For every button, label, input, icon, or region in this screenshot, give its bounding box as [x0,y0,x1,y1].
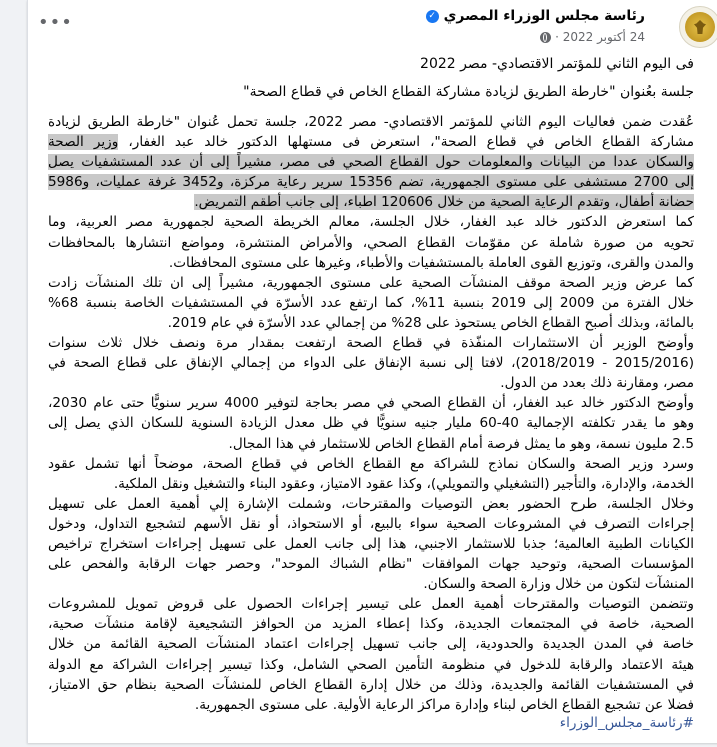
globe-icon [540,32,551,43]
selected-text: حضانة أطفال، وتقدم الرعاية الصحية من خلال 120606 اطباء، إلى جانب أطقم التمريض. [194,194,694,211]
text-line [48,273,694,293]
line-text: الخدمة، والإدارة، والتأجير (التشغيلي والتمويلي)، وكذا عقود الامتياز، وعقود البناء والتشغيل ونقل الملكية. [113,475,694,492]
text-line [48,574,694,594]
line-text: والمدن والقرى، وتوزيع القوى العاملة بالمستشفيات والأطباء، وغيرها على مستوى المحافظات. [168,254,694,271]
post-body [48,112,694,715]
line-text: كما استعرض الدكتور خالد عبد الغفار، خلال الجلسة، معالم الخريطة الصحية لجمهورية مصر العربية، وما [48,214,694,231]
post-paragraph [48,594,694,715]
text-line [48,474,694,494]
text-line [48,172,694,192]
text-line [48,695,694,715]
line-text: خلال الفترة من 2009 إلى 2019 بنسبة 11%، كما ارتفع عدد الأسرّة في المستشفيات الخاصة بنسبة 68% [48,294,694,311]
post-heading-1: فى اليوم الثاني للمؤتمر الاقتصادي- مصر 2022 [420,56,694,72]
selected-text: إلى 2700 مستشفى على مستوى الجمهورية، تضم 15356 سرير رعاية مركزة، و3452 غرفة عمليات، و5986 [48,174,694,191]
line-text: مصر، ومقارنة ذلك بعدد من الدول. [500,375,694,392]
post-paragraph [48,454,694,494]
hashtag-link[interactable]: #رئاسة_مجلس_الوزراء [559,715,694,731]
eagle-icon [694,20,706,34]
line-text: وأوضح الوزير أن الاستثمارات المنفّذة في قطاع الصحة ارتفعت بمقدار مرة ونصف خلال ثلاث سنوات [48,335,694,352]
post-meta [540,30,645,44]
post-paragraph [48,273,694,333]
text-line [48,212,694,232]
line-text: وأوضح الدكتور خالد عبد الغفار، أن القطاع الصحي في مصر بحاجة لتوفير 4000 سرير سنويًّا حتى عام 2030، [48,395,694,412]
line-text: وخلال الجلسة، طرح الحضور بعض التوصيات والمقترحات، وشملت الإشارة إلي أهمية العمل على تسهيل [48,495,694,512]
egypt-seal-logo [685,12,715,42]
text-line [48,514,694,534]
text-line [48,132,694,152]
line-text: عُقدت ضمن فعاليات اليوم الثاني للمؤتمر الاقتصادي- مصر 2022، جلسة تحمل عُنوان "خارطة الطريق لزيادة [48,114,694,130]
text-line [48,494,694,514]
text-line [48,333,694,353]
line-text: هيئة الاعتماد والرقابة للدخول في منظومة التأمين الصحي الشامل، وكذا تيسير إجراءات الشراكة مع الدولة [48,656,694,673]
line-text: كما عرض وزير الصحة موقف المنشآت الصحية على مستوى الجمهورية، مشيراً إلى ان تلك المنشآت زادت [48,274,694,291]
post-paragraph [48,494,694,594]
text-line [48,594,694,614]
line-text: تحويه من صورة شاملة عن مقوّمات القطاع الصحي، والأمراض المنتشرة، ومواضع انتشارها بالمحافظات [48,234,694,251]
text-line [48,614,694,634]
text-line [48,413,694,433]
line-text: إجراءات التصرف في المشروعات الصحية سواء بالبيع، أو الاستحواذ، أو نقل الأسهم لتشجيع التداول، ودخول [48,515,694,532]
line-text: بالمائة، وبذلك أصبح القطاع الخاص يستحوذ على 28% من إجمالي عدد الأسرّة في عام 2019. [167,314,694,331]
text-line [48,253,694,273]
text-line [48,373,694,393]
text-line [48,192,694,212]
text-line [48,112,694,132]
post-date[interactable]: 24 أكتوبر 2022 · [555,30,645,44]
line-text: وسرد وزير الصحة والسكان نماذج للشراكة مع القطاع الخاص في قطاع الصحة، موضحاً أنها تشمل عقود [48,455,694,472]
line-text: مشاركة القطاع الخاص في قطاع الصحة"، استعرض فى مستهلها الدكتور خالد عبد الغفار، [118,134,694,151]
page-avatar[interactable] [679,6,717,48]
author-name-row [426,8,645,24]
more-options-icon[interactable]: ••• [38,12,73,33]
line-text: 2.5 مليون نسمة، وهو ما يمثل فرصة أمام القطاع الخاص للاستثمار في هذا المجال. [228,435,694,452]
line-text: (2015/2016 - 2018/2019)، لافتا إلى نسبة الإنفاق على الدواء من إجمالي الإنفاق على قطاع الصحة في [48,355,694,372]
line-text: خاصة في المدن الجديدة والحدودية، إلى جانب تسهيل إجراءات اعتماد المنشآت الصحية القائمة من خلال [48,636,694,653]
text-line [48,454,694,474]
text-line [48,675,694,695]
author-name[interactable]: رئاسة مجلس الوزراء المصري [443,8,645,24]
line-text: الكيانات الطبية العالمية؛ جذبا للاستثمار الاجنبي، هذا إلى جانب العمل على تسهيل إجراءات استخراج تراخيص [48,535,694,552]
line-text: المنشآت لتكون من خلال وزارة الصحة والسكان. [423,576,694,593]
line-text: وتتضمن التوصيات والمقترحات أهمية العمل على تيسير إجراءات الحصول على قروض تمويل للمشروعات [48,596,694,613]
line-text: الصحية، خاصة في المجتمعات الجديدة، وكذا إعطاء المزيد من الحوافز التشجيعية لإقامة منشآت صحية، [48,616,694,633]
post-paragraph [48,112,694,212]
text-line [48,634,694,654]
post-paragraph [48,212,694,272]
line-text: المؤسسات الصحية، وتوحيد جهات الموافقات "نظام الشباك الموحد"، وحصر جهات الرقابة والفحص على [48,556,694,573]
verified-badge-icon: ✓ [426,10,439,23]
line-text: في المستشفيات القائمة والجديدة، وذلك من خلال إدارة القطاع الخاص للمنشآت الصحية بنظام حق الامتياز، [48,676,694,693]
selected-text: وزير الصحة [48,134,119,151]
post-paragraph [48,333,694,393]
text-line [48,534,694,554]
line-text: وهو ما يقدر تكلفته الإجمالية 40-60 مليار جنيه سنويًّا في ظل معدل الزيادة السنوية للسكان الذي يصل إلى [48,415,694,432]
post-paragraph [48,393,694,453]
text-line [48,233,694,253]
text-line [48,313,694,333]
text-line [48,293,694,313]
text-line [48,152,694,172]
selected-text: والسكان عددا من البيانات والمعلومات حول القطاع الصحي فى مصر، مشيراً إلى أن عدد المستشفيات يصل [48,154,694,171]
line-text: فضلا عن تشجيع القطاع الخاص لبناء وإدارة مراكز الرعاية الأولية. على مستوى الجمهورية. [194,696,694,713]
text-line [48,655,694,675]
text-line [48,554,694,574]
post-heading-2: جلسة بعُنوان "خارطة الطريق لزيادة مشاركة القطاع الخاص في قطاع الصحة" [243,84,694,100]
text-line [48,393,694,413]
text-line [48,434,694,454]
text-line [48,353,694,373]
